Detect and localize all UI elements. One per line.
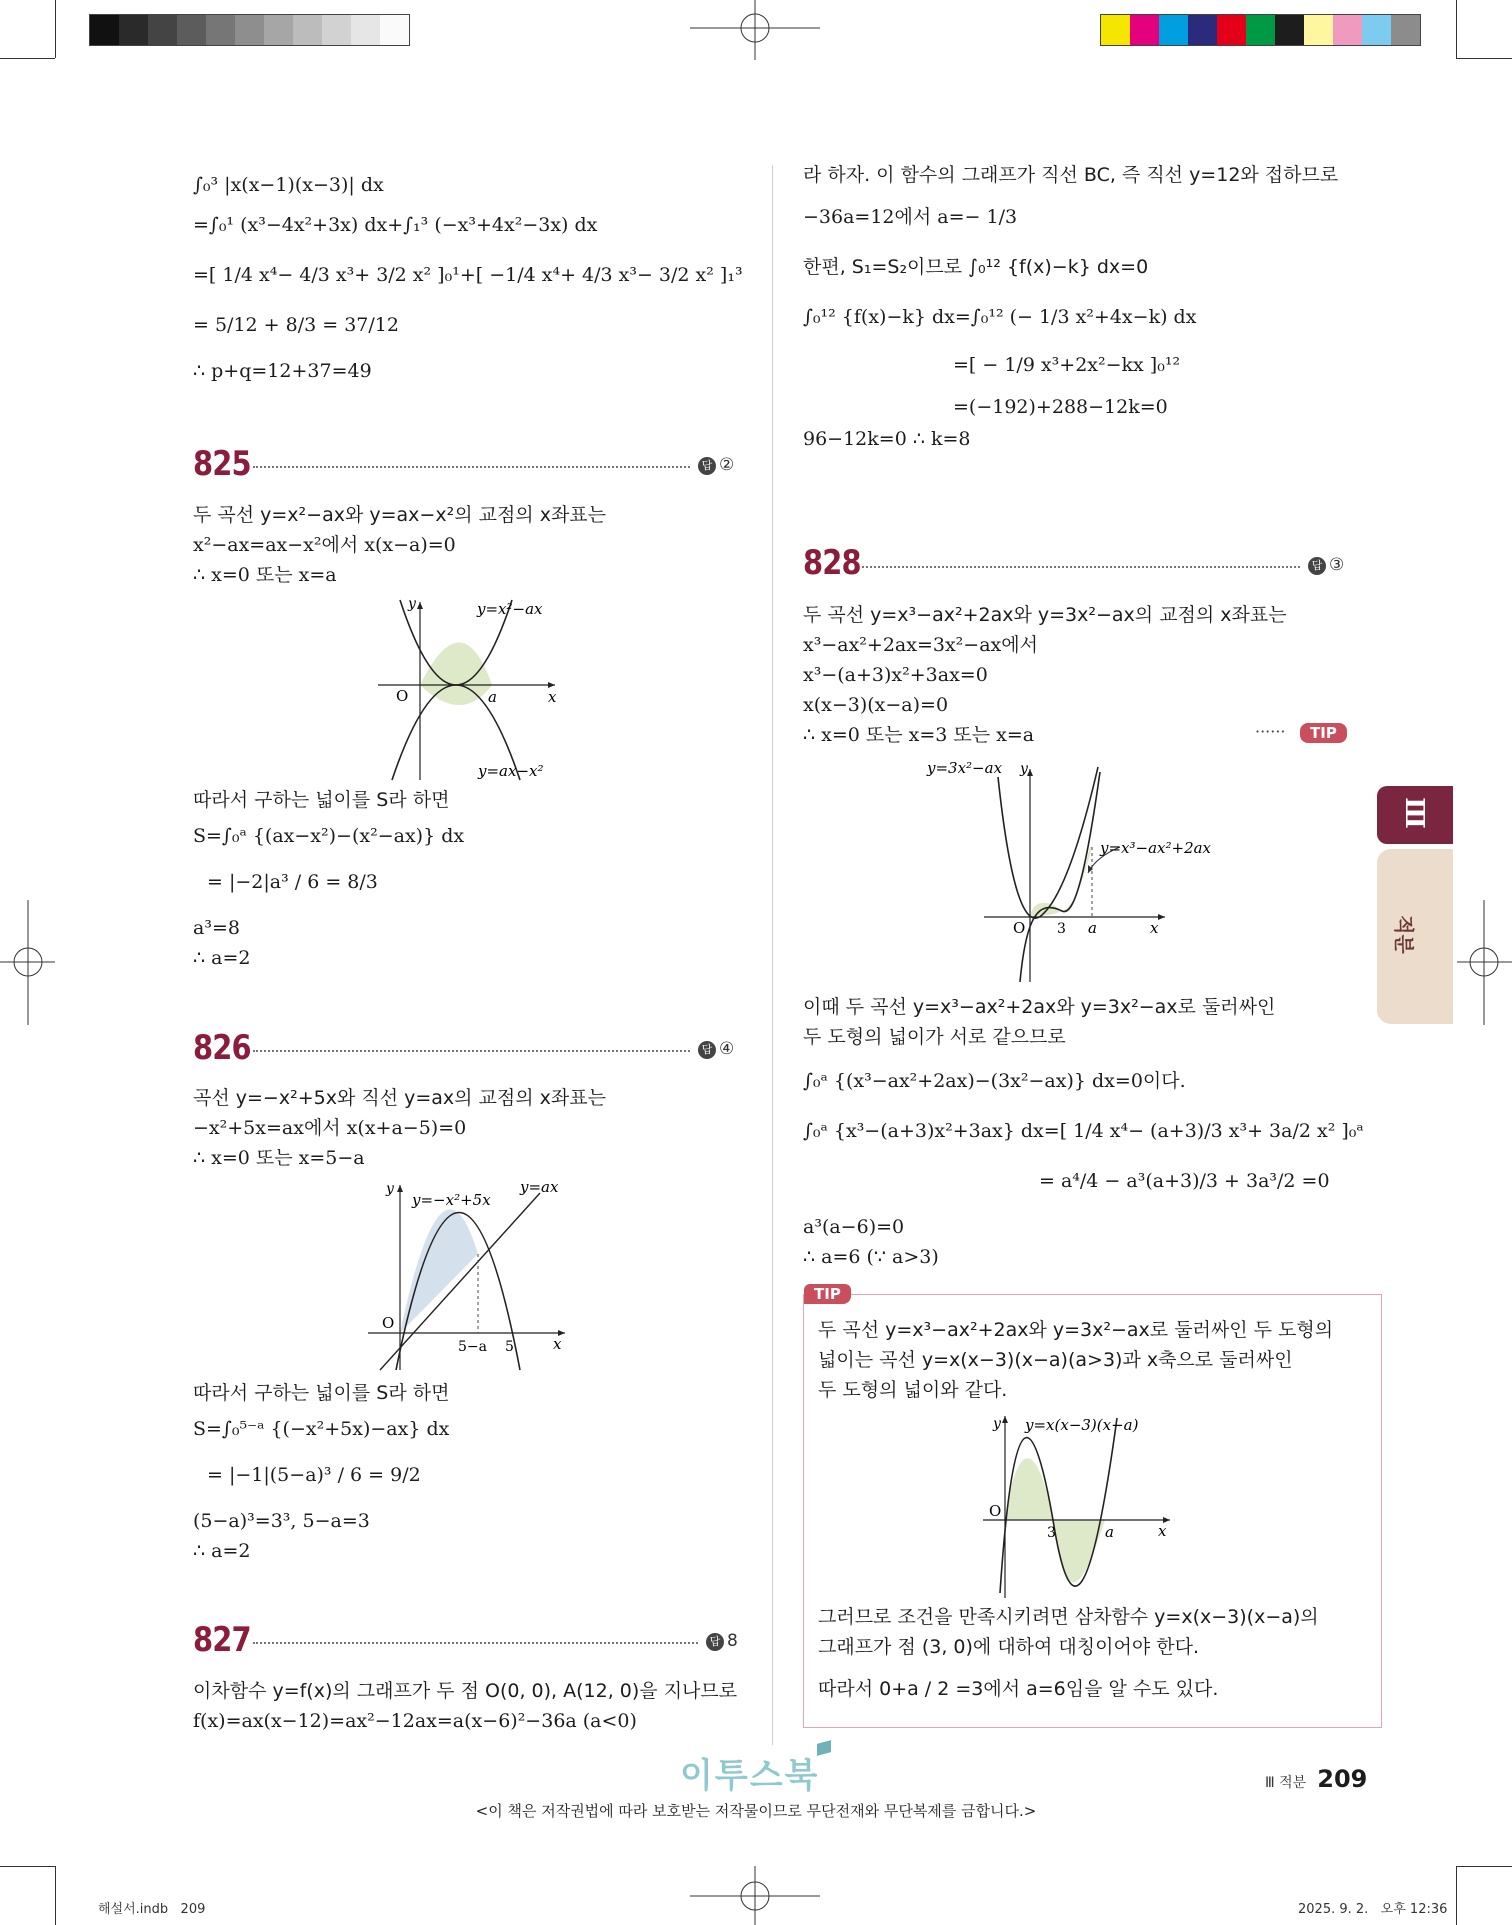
registration-mark-left <box>0 900 55 1025</box>
crop-mark <box>1456 0 1457 58</box>
text-line: 곡선 y=−x²+5x와 직선 y=ax의 교점의 x좌표는 <box>193 1087 606 1109</box>
graph-828 <box>920 757 1212 985</box>
answer-value: ② <box>719 455 735 475</box>
solution-826-a <box>193 1083 606 1173</box>
math-line: ∫₀³ |x(x−1)(x−3)| dx <box>193 174 384 196</box>
publisher-logo: 이투스북 <box>680 1756 820 1796</box>
origin-label: O <box>1013 919 1026 937</box>
math-line: x³−(a+3)x²+3ax=0 <box>803 664 988 686</box>
solution-826-b <box>193 1378 449 1566</box>
axis-x-label: x <box>1158 1522 1167 1540</box>
solution-827 <box>193 1676 737 1736</box>
print-timestamp: 2025. 9. 2. 오후 12:36 <box>1298 1902 1448 1917</box>
axis-y-label: y <box>1020 761 1028 777</box>
text-line: 따라서 0+a / 2 =3에서 a=6임을 알 수도 있다. <box>818 1678 1219 1700</box>
solution-827-continued <box>803 160 1338 454</box>
answer-value: ④ <box>719 1039 735 1059</box>
tick-label: 5−a <box>458 1339 487 1355</box>
answer-value: 8 <box>727 1631 738 1651</box>
math-line: (5−a)³=3³, 5−a=3 <box>193 1510 370 1532</box>
chapter-label: Ⅲ 적분 <box>1265 1775 1307 1791</box>
axis-y-label: y <box>408 596 416 612</box>
math-line: −36a=12에서 a=− 1/3 <box>803 206 1018 228</box>
math-line: 96−12k=0 ∴ k=8 <box>803 428 971 450</box>
math-line: = |−1|(5−a)³ / 6 = 9/2 <box>207 1464 421 1486</box>
origin-label: O <box>396 687 409 705</box>
text-line: 라 하자. 이 함수의 그래프가 직선 BC, 즉 직선 y=12와 접하므로 <box>803 164 1339 186</box>
answer-825 <box>698 455 734 475</box>
registration-mark-bottom <box>690 1866 820 1925</box>
text-line: 두 곡선 y=x²−ax와 y=ax−x²의 교점의 x좌표는 <box>193 504 607 526</box>
tip-text-a <box>818 1315 1333 1405</box>
tick-label: 3 <box>1047 1525 1056 1541</box>
answer-mark: 답 <box>698 457 716 475</box>
point-a-label: a <box>488 688 497 706</box>
math-line: =[ − 1/9 x³+2x²−kx ]₀¹² <box>953 354 1181 376</box>
text-line: 두 곡선 y=x³−ax²+2ax와 y=3x²−ax의 교점의 x좌표는 <box>803 604 1287 626</box>
color-bar <box>1100 14 1421 46</box>
solution-825-a <box>193 500 606 590</box>
math-line: f(x)=ax(x−12)=ax²−12ax=a(x−6)²−36a (a<0) <box>193 1710 637 1732</box>
tick-label: a <box>1088 919 1097 937</box>
math-line: ∴ p+q=12+37=49 <box>193 360 372 382</box>
text-line: 따라서 구하는 넓이를 S라 하면 <box>193 1382 450 1404</box>
axis-x-label: x <box>1150 919 1159 937</box>
tick-label: 5 <box>505 1339 514 1355</box>
graph-tip <box>975 1408 1175 1603</box>
origin-label: O <box>382 1314 395 1332</box>
graph-826 <box>360 1175 580 1375</box>
axis-x-label: x <box>548 688 557 706</box>
crop-mark <box>0 1866 55 1867</box>
answer-mark: 답 <box>698 1041 716 1059</box>
curve-label-top: y=x²−ax <box>477 600 543 618</box>
math-line: −x²+5x=ax에서 x(x+a−5)=0 <box>193 1117 467 1139</box>
math-line: = 5/12 + 8/3 = 37/12 <box>193 314 399 336</box>
math-line: S=∫₀ᵃ {(ax−x²)−(x²−ax)} dx <box>193 825 465 847</box>
crop-mark <box>55 1866 56 1925</box>
tick-label: 3 <box>1057 921 1066 937</box>
solution-828-b <box>803 992 1364 1272</box>
text-line: 넓이는 곡선 y=x(x−3)(x−a)(a>3)과 x축으로 둘러싸인 <box>818 1349 1293 1371</box>
answer-826 <box>698 1039 734 1059</box>
math-line: =[ 1/4 x⁴− 4/3 x³+ 3/2 x² ]₀¹+[ −1/4 x⁴+ 4/3 x³− 3/2 x² ]₁³ <box>193 264 743 286</box>
registration-mark-right <box>1457 900 1512 1025</box>
math-line: x²−ax=ax−x²에서 x(x−a)=0 <box>193 534 456 556</box>
math-line: = a⁴/4 − a³(a+3)/3 + 3a³/2 =0 <box>1039 1170 1330 1192</box>
origin-label: O <box>989 1502 1002 1520</box>
math-line: a³=8 <box>193 917 240 939</box>
tip-label: TIP <box>804 1284 851 1304</box>
dotted-leader <box>253 1050 690 1052</box>
curve-label: y=x(x−3)(x−a) <box>1025 1416 1139 1434</box>
axis-y-label: y <box>993 1416 1001 1432</box>
line-label: y=ax <box>520 1178 559 1196</box>
tick-label: a <box>1105 1523 1114 1541</box>
text-line: 두 도형의 넓이가 서로 같으므로 <box>803 1026 1066 1048</box>
crop-mark <box>1456 1866 1512 1867</box>
math-line: ∫₀ᵃ {(x³−ax²+2ax)−(3x²−ax)} dx=0이다. <box>803 1070 1186 1092</box>
column-divider <box>772 165 773 1745</box>
dotted-leader <box>253 1642 698 1644</box>
curve-label: y=3x²−ax <box>927 759 1003 777</box>
page-footer <box>1265 1765 1367 1793</box>
chapter-tab-roman: Ⅲ <box>1398 797 1429 829</box>
dotted-leader <box>862 566 1300 568</box>
math-line: ∴ a=6 (∵ a>3) <box>803 1246 939 1268</box>
file-name: 해설서.indb 209 <box>98 1902 206 1917</box>
copyright-notice: <이 책은 저작권법에 따라 보호받는 저작물이므로 무단전재와 무단복제를 금합니다.> <box>475 1802 1037 1820</box>
math-line: = |−2|a³ / 6 = 8/3 <box>207 871 378 893</box>
tip-reference-badge: TIP <box>1300 723 1347 743</box>
graph-825 <box>370 590 570 785</box>
crop-mark <box>55 0 56 58</box>
problem-number-825: 825 <box>193 444 251 484</box>
page-number: 209 <box>1317 1765 1368 1793</box>
intro-solution <box>193 170 743 386</box>
text-line: 두 곡선 y=x³−ax²+2ax와 y=3x²−ax로 둘러싸인 두 도형의 <box>818 1319 1334 1341</box>
registration-mark-top <box>690 0 820 60</box>
grayscale-bar <box>89 14 410 46</box>
curve-label: y=x³−ax²+2ax <box>1100 839 1212 857</box>
math-line: x(x−3)(x−a)=0 <box>803 694 949 716</box>
answer-828 <box>1308 555 1344 575</box>
tip-text-b <box>818 1602 1319 1704</box>
math-line: a³(a−6)=0 <box>803 1216 905 1238</box>
crop-mark <box>0 58 55 59</box>
crop-mark <box>1456 1866 1457 1925</box>
text-line: 그래프가 점 (3, 0)에 대하여 대칭이어야 한다. <box>818 1636 1199 1658</box>
answer-mark: 답 <box>1308 557 1326 575</box>
logo-book-icon <box>817 1740 831 1756</box>
problem-number-827: 827 <box>193 1620 251 1660</box>
answer-827 <box>706 1631 738 1651</box>
text-line: 이때 두 곡선 y=x³−ax²+2ax와 y=3x²−ax로 둘러싸인 <box>803 996 1276 1018</box>
math-line: ∴ a=2 <box>193 947 251 969</box>
curve-label: y=−x²+5x <box>412 1191 491 1209</box>
math-line: S=∫₀⁵⁻ᵃ {(−x²+5x)−ax} dx <box>193 1418 450 1440</box>
math-line: x³−ax²+2ax=3x²−ax에서 <box>803 634 1038 656</box>
answer-value: ③ <box>1329 555 1345 575</box>
text-line: 따라서 구하는 넓이를 S라 하면 <box>193 789 450 811</box>
problem-number-828: 828 <box>803 543 861 583</box>
math-line: ∴ a=2 <box>193 1540 251 1562</box>
solution-825-b <box>193 785 464 973</box>
text-line: 그러므로 조건을 만족시키려면 삼차함수 y=x(x−3)(x−a)의 <box>818 1606 1319 1628</box>
problem-number-826: 826 <box>193 1028 251 1068</box>
solution-828-a <box>803 600 1287 750</box>
math-line: =∫₀¹ (x³−4x²+3x) dx+∫₁³ (−x³+4x²−3x) dx <box>193 214 598 236</box>
math-line: =(−192)+288−12k=0 <box>953 396 1168 418</box>
dotted-leader <box>253 466 690 468</box>
math-line: ∴ x=0 또는 x=a <box>193 564 337 586</box>
text-line: 두 도형의 넓이와 같다. <box>818 1379 1008 1401</box>
text-line: 한편, S₁=S₂이므로 ∫₀¹² {f(x)−k} dx=0 <box>803 256 1149 278</box>
curve-label-bottom: y=ax−x² <box>478 762 544 780</box>
math-line: ∫₀ᵃ {x³−(a+3)x²+3ax} dx=[ 1/4 x⁴− (a+3)/3 x³+ 3a/2 x² ]₀ᵃ <box>803 1120 1364 1142</box>
text-line: 이차함수 y=f(x)의 그래프가 두 점 O(0, 0), A(12, 0)을 지나므로 <box>193 1680 738 1702</box>
crop-mark <box>1456 58 1512 59</box>
math-line: ∴ x=0 또는 x=3 또는 x=a <box>803 724 1035 746</box>
math-line: ∫₀¹² {f(x)−k} dx=∫₀¹² (− 1/3 x²+4x−k) dx <box>803 306 1197 328</box>
math-line: ∴ x=0 또는 x=5−a <box>193 1147 365 1169</box>
answer-mark: 답 <box>706 1633 724 1651</box>
chapter-tab-label: 적분 <box>1391 915 1416 954</box>
tip-reference: ······ <box>1255 722 1286 741</box>
axis-y-label: y <box>386 1181 394 1197</box>
axis-x-label: x <box>553 1335 562 1353</box>
